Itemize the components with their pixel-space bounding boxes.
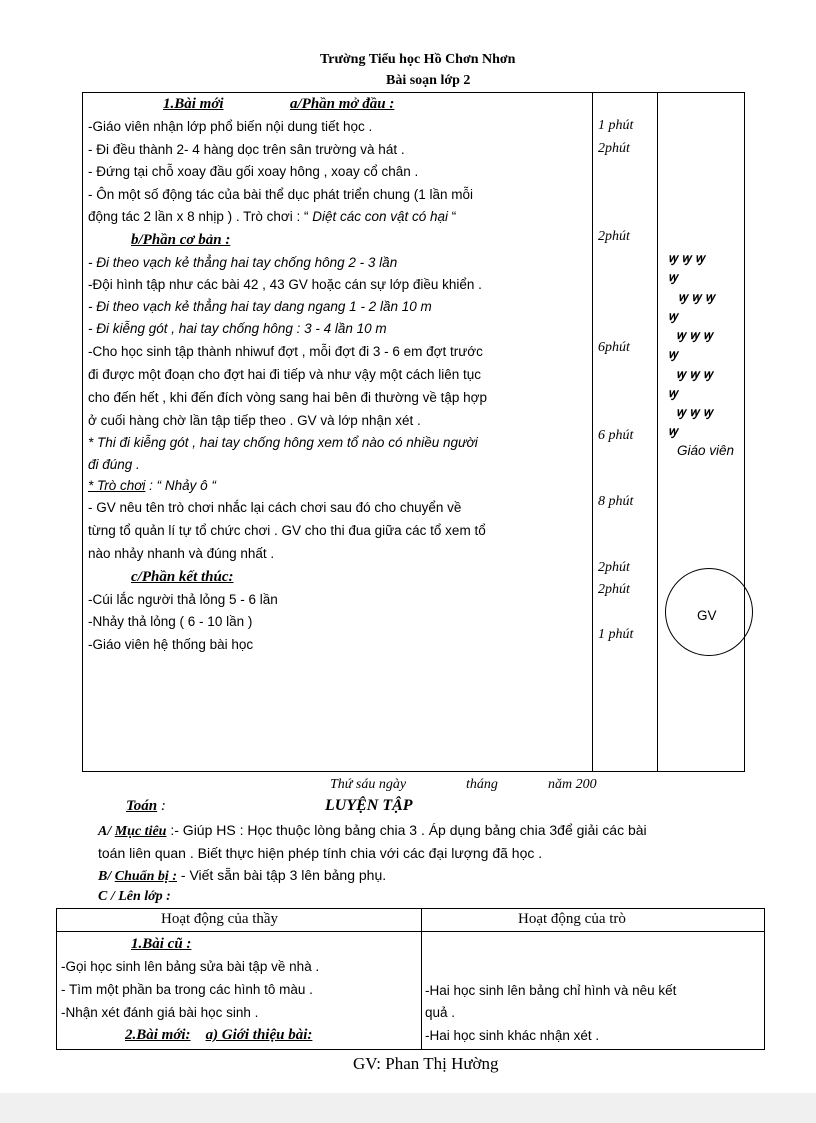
main-line: đi được một đoạn cho đợt hai đi tiếp và như vậy một cách liên tục — [88, 367, 481, 382]
goal-text: :- Giúp HS : Học thuộc lòng bảng chia 3 . Áp dụng bảng chia 3để giải các bài — [166, 822, 647, 838]
main-line: - Đi theo vạch kẻ thẳng hai tay dang ngang 1 - 2 lần 10 m — [88, 299, 432, 314]
main-line: đi đúng . — [88, 457, 140, 472]
table1-divider-1 — [592, 92, 593, 772]
gv-label: GV — [697, 608, 717, 623]
main-line: -Cho học sinh tập thành nhiwuf đợt , mỗi đợt đi 3 - 6 em đợt trước — [88, 344, 483, 359]
time-value: 6phút — [598, 340, 630, 355]
main-line: - Đi kiễng gót , hai tay chống hông : 3 - 4 lần 10 m — [88, 321, 387, 336]
teacher-activity: -Gọi học sinh lên bảng sửa bài tập về nhà . — [61, 959, 320, 974]
goal-heading: Mục tiêu — [114, 824, 167, 839]
main-line: -Đội hình tập như các bài 42 , 43 GV hoặc cán sự lớp điều khiển . — [88, 277, 482, 292]
game-instruction: từng tổ quản lí tự tổ chức chơi . GV cho thi đua giữa các tổ xem tổ — [88, 523, 486, 538]
col-teacher-header: Hoạt động của thầy — [161, 911, 279, 927]
prep-text: - Viết sẵn bài tập 3 lên bảng phụ. — [177, 867, 387, 883]
date-day: Thứ sáu ngày — [330, 777, 407, 792]
formation-row-tail: ꝡ — [668, 386, 678, 400]
main-line: cho đến hết , khi đến đích vòng sang hai bên đi thường về tập hợp — [88, 390, 488, 405]
section-main: b/Phần cơ bản : — [131, 232, 231, 248]
formation-row: ꝡ ꝡ ꝡ — [668, 251, 705, 265]
time-value: 2phút — [598, 141, 630, 156]
lesson-title: LUYỆN TẬP — [325, 797, 413, 814]
subject-line — [126, 798, 166, 815]
opening-line — [88, 209, 456, 224]
formation-row-tail: ꝡ — [668, 424, 678, 438]
table2-top-border — [56, 908, 765, 909]
old-lesson-heading: 1.Bài cũ : — [131, 936, 192, 952]
table1-top-border — [82, 92, 745, 93]
goal-label: A/ — [98, 824, 115, 839]
closing-line: -Giáo viên hệ thống bài học — [88, 637, 254, 652]
main-line: - Đi theo vạch kẻ thẳng hai tay chống hông 2 - 3 lần — [88, 255, 398, 270]
formation-row-tail: ꝡ — [668, 270, 678, 284]
table2-header-border — [56, 931, 765, 932]
subject-colon: : — [157, 798, 166, 814]
table2-divider — [421, 908, 422, 1050]
table2-right-border — [764, 908, 765, 1050]
game-name-1: Diệt các con vật có hại — [312, 209, 449, 224]
date-month: tháng — [466, 777, 498, 792]
table1-left-border — [82, 92, 83, 772]
main-line: * Thi đi kiễng gót , hai tay chống hông xem tổ nào có nhiều người — [88, 435, 478, 450]
steps-heading: C / Lên lớp : — [98, 889, 171, 904]
main-line: ở cuối hàng chờ lần tập tiếp theo . GV và lớp nhận xét . — [88, 413, 421, 428]
goal-text-2: toán liên quan . Biết thực hiện phép tính chia với các đại lượng đã học . — [98, 845, 543, 861]
opening-line: - Ôn một số động tác của bài thể dục phát triển chung (1 lần mỗi — [88, 187, 473, 202]
prep-heading: Chuẩn bị — [114, 869, 169, 884]
closing-line: -Cúi lắc người thả lỏng 5 - 6 lần — [88, 592, 278, 607]
game-name: : “ Nhảy ô “ — [145, 478, 216, 493]
time-value: 2phút — [598, 560, 630, 575]
game-instruction: nào nhảy nhanh và đúng nhất . — [88, 546, 275, 561]
goal-line — [98, 822, 647, 840]
col-student-header: Hoạt động của trò — [518, 911, 626, 927]
game-line — [88, 478, 216, 493]
section-new-lesson: 1.Bài mới — [163, 96, 224, 112]
formation-row: ꝡ ꝡ ꝡ — [676, 367, 713, 381]
time-value: 6 phút — [598, 428, 634, 443]
formation-row: ꝡ ꝡ ꝡ — [678, 290, 715, 304]
table2-left-border — [56, 908, 57, 1050]
game-instruction: - GV nêu tên trò chơi nhắc lại cách chơi sau đó cho chuyển về — [88, 500, 462, 515]
time-value: 2phút — [598, 582, 630, 597]
formation-row: ꝡ ꝡ ꝡ — [676, 328, 713, 342]
opening-line: -Giáo viên nhận lớp phổ biến nội dung tiết học . — [88, 119, 373, 134]
table1-bottom-border — [82, 771, 745, 772]
student-activity: -Hai học sinh khác nhận xét . — [425, 1028, 600, 1043]
opening-line-text: động tác 2 lần x 8 nhịp ) . Trò chơi : “ — [88, 209, 313, 224]
teacher-label: Giáo viên — [677, 443, 735, 458]
footer-teacher: GV: Phan Thị Hường — [353, 1054, 499, 1073]
teacher-activity: - Tìm một phần ba trong các hình tô màu . — [61, 982, 313, 997]
opening-line: - Đứng tại chỗ xoay đầu gối xoay hông , xoay cổ chân . — [88, 164, 419, 179]
formation-row-tail: ꝡ — [668, 309, 678, 323]
game-label: * Trò chơi — [88, 478, 146, 493]
student-activity: quả . — [425, 1005, 456, 1020]
page-bottom-strip — [0, 1093, 816, 1123]
formation-row: ꝡ ꝡ ꝡ — [676, 405, 713, 419]
quote-close: “ — [448, 209, 457, 224]
new-lesson-line — [125, 1027, 312, 1044]
date-year: năm 200 — [548, 777, 597, 792]
time-value: 2phút — [598, 229, 630, 244]
prep-label: B/ — [98, 869, 115, 884]
school-name: Trường Tiểu học Hồ Chơn Nhơn — [320, 52, 516, 67]
prep-colon: : — [168, 869, 177, 884]
time-value: 1 phút — [598, 118, 634, 133]
opening-line: - Đi đều thành 2- 4 hàng dọc trên sân trường và hát . — [88, 142, 405, 157]
new-lesson-heading: 2.Bài mới: — [125, 1027, 191, 1043]
section-closing: c/Phần kết thúc: — [131, 569, 234, 585]
table2-bottom-border — [56, 1049, 765, 1050]
closing-line: -Nhảy thả lỏng ( 6 - 10 lần ) — [88, 614, 253, 629]
table1-divider-2 — [657, 92, 658, 772]
formation-row-tail: ꝡ — [668, 347, 678, 361]
table1-right-border — [744, 92, 745, 772]
subject: Toán — [126, 798, 158, 814]
section-opening: a/Phần mở đầu : — [290, 96, 395, 112]
time-value: 8 phút — [598, 494, 634, 509]
prep-line — [98, 867, 386, 885]
student-activity: -Hai học sinh lên bảng chỉ hình và nêu kết — [425, 983, 677, 998]
time-value: 1 phút — [598, 627, 634, 642]
page-subtitle: Bài soạn lớp 2 — [386, 73, 471, 88]
teacher-activity: -Nhận xét đánh giá bài học sinh . — [61, 1005, 259, 1020]
intro-heading: a) Giới thiệu bài: — [205, 1027, 313, 1043]
